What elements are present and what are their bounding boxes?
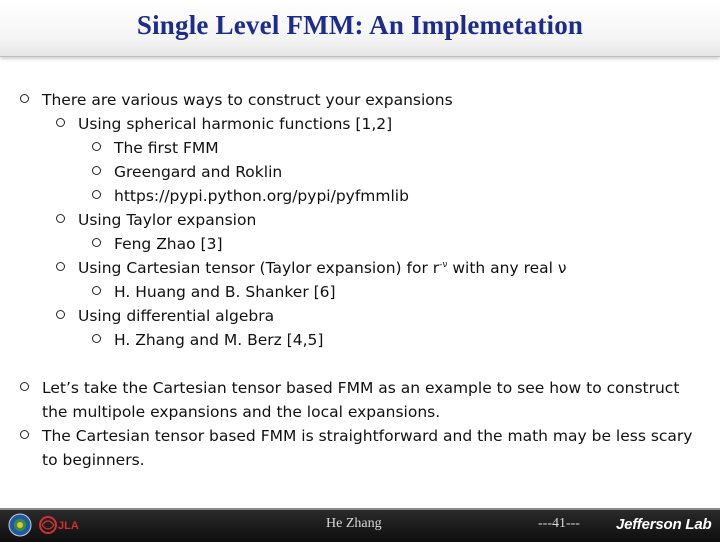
bullet-text: The first FMM — [114, 139, 219, 157]
bullet-level2 — [18, 112, 708, 136]
footer-bar — [0, 508, 720, 542]
bullet-level3 — [18, 232, 708, 256]
jsa-logo-text: JLA — [58, 520, 79, 532]
bullet-level3 — [18, 184, 708, 208]
hollow-circle-bullet-icon — [20, 382, 29, 391]
bullet-level2 — [18, 256, 708, 280]
hollow-circle-bullet-icon — [92, 142, 101, 151]
hollow-circle-bullet-icon — [92, 334, 101, 343]
bullet-text: Greengard and Roklin — [114, 163, 283, 181]
bullet-link-text[interactable]: https://pypi.python.org/pypi/pyfmmlib — [114, 187, 409, 205]
hollow-circle-bullet-icon — [92, 166, 101, 175]
bullet-text: Using differential algebra — [78, 307, 275, 325]
hollow-circle-bullet-icon — [92, 286, 101, 295]
spacer — [18, 352, 708, 376]
superscript: -ν — [439, 259, 448, 270]
jefferson-lab-logo: Jefferson Lab — [616, 516, 712, 533]
bullet-text: H. Zhang and M. Berz [4,5] — [114, 331, 324, 349]
bullet-level3 — [18, 136, 708, 160]
footer-author: He Zhang — [326, 516, 382, 531]
bullet-text: Feng Zhao [3] — [114, 235, 223, 253]
jsa-logo-icon — [38, 513, 84, 537]
slide-content — [18, 88, 708, 472]
bullet-text: The Cartesian tensor based FMM is straightforward and the math may be less scary to beginners. — [42, 427, 693, 469]
bullet-text-part: with any real ν — [447, 259, 567, 277]
bullet-level2 — [18, 208, 708, 232]
bullet-level3 — [18, 328, 708, 352]
hollow-circle-bullet-icon — [56, 214, 65, 223]
hollow-circle-bullet-icon — [56, 118, 65, 127]
bullet-level1 — [18, 424, 708, 472]
hollow-circle-bullet-icon — [56, 310, 65, 319]
hollow-circle-bullet-icon — [92, 190, 101, 199]
bullet-text: H. Huang and B. Shanker [6] — [114, 283, 336, 301]
bullet-level1 — [18, 88, 708, 112]
slide-title: Single Level FMM: An Implemetation — [136, 10, 584, 40]
bullet-level1 — [18, 376, 708, 424]
bullet-text: Let’s take the Cartesian tensor based FMM as an example to see how to construct the multipole expansions and the local expansions. — [42, 379, 680, 421]
hollow-circle-bullet-icon — [20, 430, 29, 439]
bullet-text — [78, 256, 708, 280]
bullet-text: There are various ways to construct your expansions — [42, 91, 453, 109]
hollow-circle-bullet-icon — [20, 94, 29, 103]
title-bar — [0, 0, 720, 57]
bullet-text: Using Taylor expansion — [78, 211, 257, 229]
bullet-level3 — [18, 280, 708, 304]
hollow-circle-bullet-icon — [56, 262, 65, 271]
bullet-text-part: Using Cartesian tensor (Taylor expansion) for r — [78, 259, 440, 277]
bullet-level2 — [18, 304, 708, 328]
bullet-level3 — [18, 160, 708, 184]
bullet-text: Using spherical harmonic functions [1,2] — [78, 115, 393, 133]
doe-seal-logo-icon — [8, 513, 32, 537]
footer-page-number: ---41--- — [538, 516, 580, 531]
hollow-circle-bullet-icon — [92, 238, 101, 247]
